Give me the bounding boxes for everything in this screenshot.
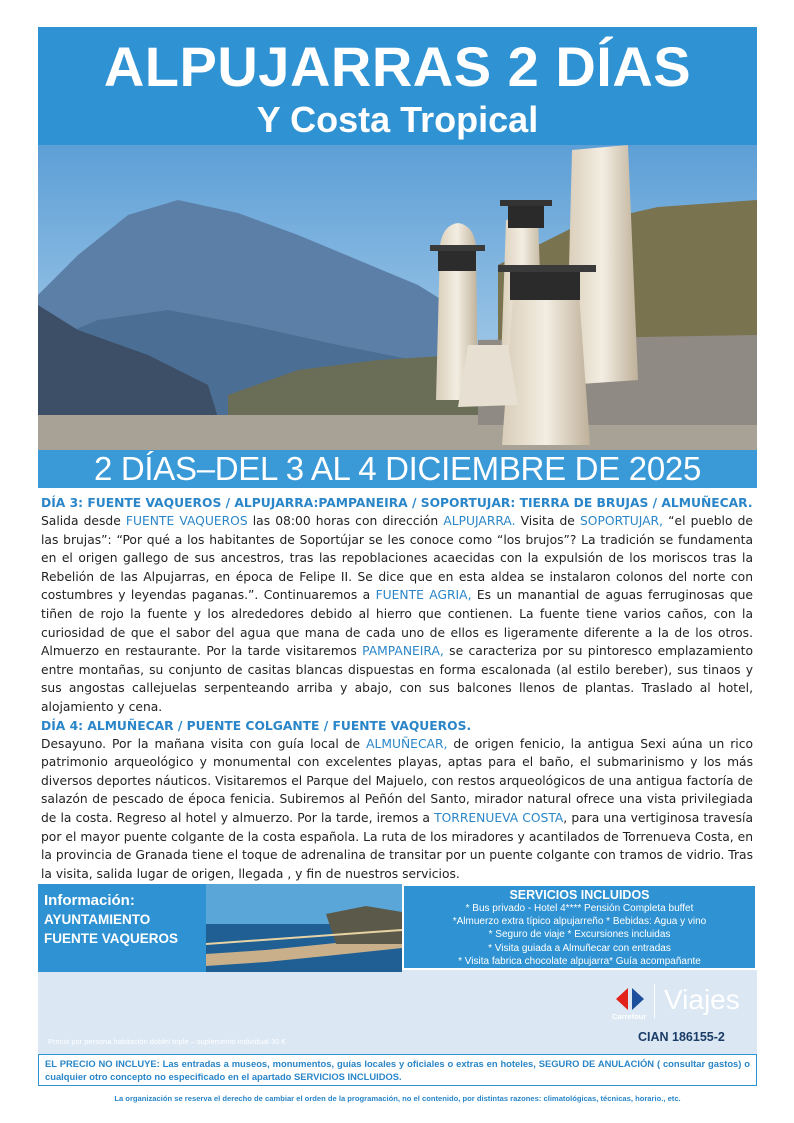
page-subtitle: Y Costa Tropical [256,99,539,140]
logo-viajes-text: Viajes [664,984,740,1015]
day4-text-1: Desayuno. Por la mañana visita con guía local de [41,736,367,751]
day3-description [41,512,753,717]
page-title: ALPUJARRAS 2 DÍAS [103,35,692,98]
place-pampaneira: PAMPANEIRA, [362,644,444,659]
hero-illustration [38,145,757,450]
footer-disclaimer: La organización se reserva el derecho de cambiar el orden de la programación, no el contenido, por distintas razones: climatológicas, técnicas, horario., etc. [114,1094,681,1103]
day4-description [41,735,753,884]
day4-title: DÍA 4: ALMUÑECAR / PUENTE COLGANTE / FUENTE VAQUEROS. [41,718,472,733]
service-item: * Visita guiada a Almuñecar con entradas [488,942,671,954]
day3-text-6: se caracteriza por su pintoresco emplazamiento entre montañas, su conjunto de casitas blancas dispuestas en forma escalonada (al estilo bereber), sus tinaos y sus angostas callejuelas serpenteando arriba y abajo, con sus balcones llenos de plantas. Traslado al hotel, alojamiento y cena. [41,644,753,714]
bottom-panel [38,884,757,1054]
logo-brand-name: Carrefour [612,1012,647,1021]
logo-separator [654,984,655,1018]
price-note: Precio por persona habitación doble/ triple – suplemento individual 30 € [48,1037,286,1046]
day4-text-2: de origen fenicio, la antigua Sexi aúna un rico patrimonio arqueológico y monumental con excelentes playas, aptas para el baño, el submarinismo y los más diversos deportes náuticos. Visitaremos el Parque del Majuelo, con restos arqueológicos de una antigua factoría de salazón de pescado de época fenicia. Subiremos al Peñón del Santo, mirador natural ofrece una vista privilegiada de la costa. Regreso al hotel y almuerzo. Por la tarde, iremos a [41,736,753,825]
info-box [38,884,206,972]
day4-text-3: , para una vertiginosa travesía por el mayor puente colgante de la costa española. La ruta de los miradores y acantilados de Torrenueva Costa, en la provincia de Granada tiene el toque de adrenalina de transitar por un puente colgante con tramos de vidrio. Tras la visita, salida lugar de origen, llegada , y fin de nuestros servicios. [41,810,753,881]
place-fuente-vaqueros: FUENTE VAQUEROS [125,514,248,528]
info-title: Información: [44,892,135,909]
services-box [402,884,757,970]
service-item: * Bus privado - Hotel 4**** Pensión Completa buffet [465,903,694,914]
day3-title: DÍA 3: FUENTE VAQUEROS / ALPUJARRA:PAMPANEIRA / SOPORTUJAR: TIERRA DE BRUJAS / ALMUÑECAR. [41,496,753,510]
place-alpujarra: ALPUJARRA. [443,514,516,528]
cian-code: CIAN 186155-2 [638,1030,725,1044]
dates-bar: 2 DÍAS–DEL 3 AL 4 DICIEMBRE DE 2025 [38,450,757,488]
info-line-2: FUENTE VAQUEROS [44,931,179,946]
day3-text-3: Visita de [515,514,580,528]
place-almunecar: ALMUÑECAR, [366,736,448,751]
service-item: * Seguro de viaje * Excursiones incluidas [488,929,671,941]
place-fuente-agria: FUENTE AGRIA, [375,588,472,603]
day3-text-4: “el pueblo de las brujas”: “Por qué a los habitantes de Soportújar se les conoce como “los brujos”? La tradición se fundamenta en el origen gallego de sus ancestros, tras las repoblaciones acaecidas con la expulsión de los moriscos tras la Rebelión de las Alpujarras, en época de Felipe II. Se dice que en esta aldea se instalaron colonos del norte con costumbres y leyendas paganas.”. Continuaremos a [41,514,753,603]
service-item: *Almuerzo extra típico alpujarreño * Bebidas: Agua y vino [452,916,707,928]
coast-illustration [206,884,402,972]
place-torrenueva-costa: TORRENUEVA COSTA [434,810,564,825]
info-line-1: AYUNTAMIENTO [44,912,151,927]
service-item: * Visita fabrica chocolate alpujarra* Guía acompañante [458,955,701,967]
coast-photo [206,884,402,972]
carrefour-viajes-logo [606,982,756,1022]
itinerary [41,494,753,883]
day3-text-2: las 08:00 horas con dirección [247,514,444,528]
services-title: SERVICIOS INCLUIDOS [509,888,650,902]
hero-photo-chimneys [38,145,757,450]
day3-text-5: Es un manantial de aguas ferruginosas que tiñen de rojo la fuente y los alrededores debido al hierro que contienen. La fuente tiene varios caños, con la curiosidad de que el sabor del agua que mana de cada uno de ellos es ligeramente diferente a la de los otros. Almuerzo en restaurante. Por la tarde visitaremos [41,588,753,659]
header-banner [38,27,757,145]
place-soportujar: SOPORTUJAR, [579,514,664,528]
day3-text-1: Salida desde [41,514,126,528]
carrefour-logo-icon [608,984,652,1014]
not-included-box: EL PRECIO NO INCLUYE: Las entradas a museos, monumentos, guías locales y oficiales o extras en hoteles, SEGURO DE ANULACIÓN ( consultar gastos) o cualquier otro concepto no especificado en el apartado SERVICIOS INCLUIDOS. [38,1054,757,1086]
